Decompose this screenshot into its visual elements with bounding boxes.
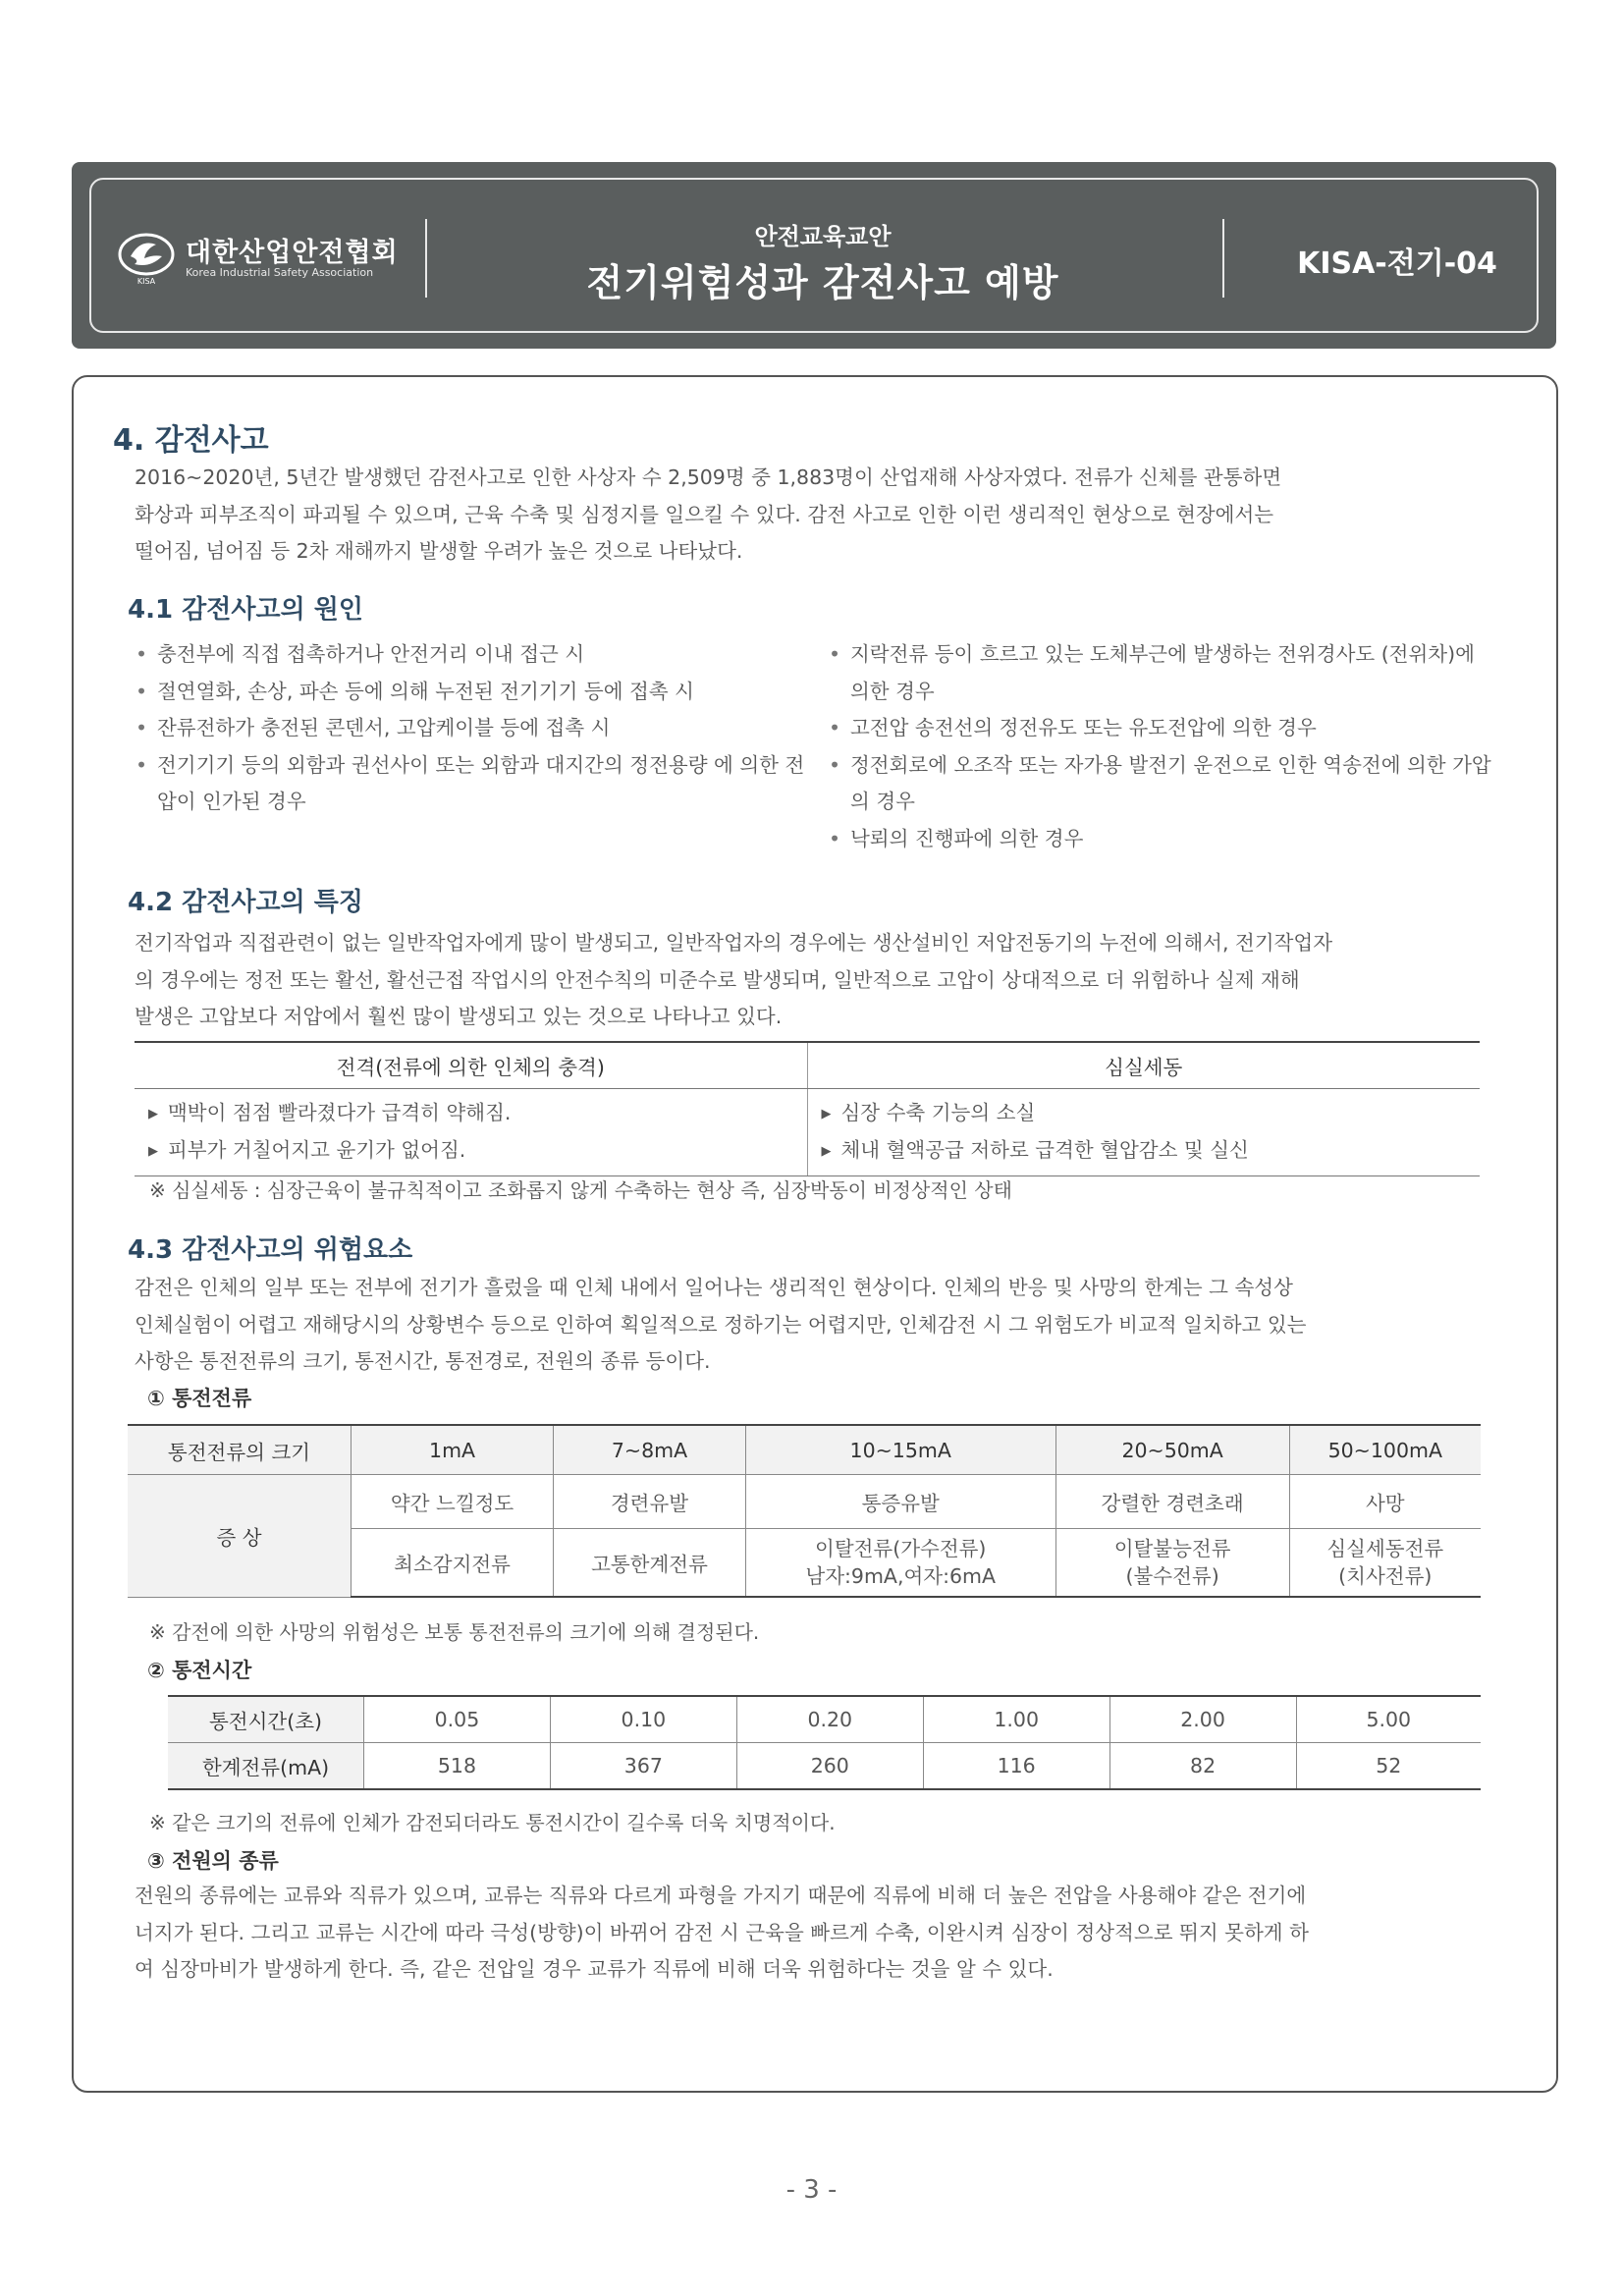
table-cell: 0.10 — [550, 1696, 736, 1743]
table-cell: 5.00 — [1296, 1696, 1481, 1743]
paragraph-line: 화상과 피부조직이 파괴될 수 있으며, 근육 수축 및 심정지를 일으킬 수 있다. 감전 사고로 인한 이런 생리적인 현상으로 현장에서는 — [135, 502, 1274, 526]
item-label: ③ 전원의 종류 — [147, 1849, 279, 1873]
doc-title: 전기위험성과 감전사고 예방 — [586, 261, 1059, 304]
subsection-title: 4.3 감전사고의 위험요소 — [128, 1235, 413, 1265]
row-label: 증 상 — [128, 1475, 352, 1598]
footnote: ※ 심실세동 : 심장근육이 불규칙적이고 조화롭지 않게 수축하는 현상 즉, 심장박동이 비정상적인 상태 — [149, 1178, 1012, 1202]
table-header: 심실세동 — [807, 1042, 1480, 1089]
org-name: 대한산업안전협회 — [186, 238, 399, 268]
list-item: • 전기기기 등의 외함과 권선사이 또는 외함과 대지간의 정전용량 에 의한 전압이 인가된 경우 — [128, 747, 805, 821]
table-row — [135, 1089, 1480, 1176]
table-row — [168, 1696, 1481, 1743]
cell-text: 피부가 거칠어지고 윤기가 없어짐. — [168, 1138, 466, 1162]
org-name-en: Korea Industrial Safety Association — [186, 266, 374, 279]
table-header: 1mA — [352, 1425, 554, 1475]
paragraph-line: 너지가 된다. 그리고 교류는 시간에 따라 극성(방향)이 바뀌어 감전 시 근육을 빠르게 수축, 이완시켜 심장이 정상적으로 뛰지 못하게 하 — [135, 1920, 1309, 1944]
table-cell: 0.20 — [736, 1696, 923, 1743]
section-paragraph — [135, 1270, 1499, 1381]
cell-text: 이탈불능전류 — [1113, 1537, 1231, 1560]
row-label: 통전시간(초) — [168, 1696, 364, 1743]
kisa-logo — [117, 227, 441, 288]
table-cell: 367 — [550, 1743, 736, 1790]
table-cell: 0.05 — [364, 1696, 551, 1743]
header-divider — [425, 219, 427, 298]
cell-text: 체내 혈액공급 저하로 급격한 혈압감소 및 실신 — [840, 1138, 1249, 1162]
cell-text: 맥박이 점점 빨라졌다가 급격히 약해짐. — [168, 1101, 512, 1124]
table-row — [168, 1743, 1481, 1790]
list-item: • 지락전류 등이 흐르고 있는 도체부근에 발생하는 전위경사도 (전위차)에 의한 경우 — [821, 636, 1498, 710]
cell-subtext: (불수전류) — [1125, 1564, 1219, 1588]
row-label: 한계전류(mA) — [168, 1743, 364, 1790]
cell-text: 심장 수축 기능의 소실 — [840, 1101, 1036, 1124]
cell-subtext: 남자:9mA,여자:6mA — [805, 1564, 997, 1588]
paragraph-line: 전원의 종류에는 교류와 직류가 있으며, 교류는 직류와 다르게 파형을 가지기 때문에 직류에 비해 더 높은 전압을 사용해야 같은 전기에 — [135, 1884, 1307, 1907]
table-cell — [1055, 1529, 1289, 1598]
cell-subtext: (치사전류) — [1338, 1564, 1433, 1588]
table-cell: 고통한계전류 — [554, 1529, 746, 1598]
section-paragraph — [135, 1878, 1499, 1989]
header-frame — [89, 178, 1539, 333]
section-paragraph — [135, 925, 1499, 1036]
item-label: ① 통전전류 — [147, 1387, 252, 1410]
page-number: - 3 - — [785, 2175, 838, 2205]
paragraph-line: 떨어짐, 넘어짐 등 2차 재해까지 발생할 우려가 높은 것으로 나타났다. — [135, 539, 743, 563]
table-cell: 518 — [364, 1743, 551, 1790]
table-cell: 116 — [923, 1743, 1109, 1790]
paragraph-line: 감전은 인체의 일부 또는 전부에 전기가 흘렀을 때 인체 내에서 일어나는 생리적인 현상이다. 인체의 반응 및 사망의 한계는 그 속성상 — [135, 1276, 1293, 1299]
current-table — [128, 1424, 1481, 1598]
table-cell — [135, 1089, 807, 1176]
table-header: 10~15mA — [745, 1425, 1055, 1475]
logo-mark-text: KISA — [136, 277, 156, 286]
table-cell: 82 — [1109, 1743, 1296, 1790]
cause-list-right — [821, 636, 1498, 857]
list-item: • 낙뢰의 진행파에 의한 경우 — [821, 821, 1498, 858]
list-item: • 충전부에 직접 접촉하거나 안전거리 이내 접근 시 — [128, 636, 805, 674]
cell-text: 심실세동전류 — [1326, 1537, 1444, 1560]
paragraph-line: 여 심장마비가 발생하게 한다. 즉, 같은 전압일 경우 교류가 직류에 비해 더욱 위험하다는 것을 알 수 있다. — [135, 1957, 1054, 1981]
header-banner — [72, 162, 1556, 349]
time-table — [168, 1695, 1481, 1790]
table-header: 20~50mA — [1055, 1425, 1289, 1475]
table-row — [128, 1425, 1481, 1475]
table-row — [128, 1475, 1481, 1529]
triangle-bullet-icon: ▶ — [821, 1144, 832, 1159]
table-cell: 약간 느낄정도 — [352, 1475, 554, 1529]
paragraph-line: 사항은 통전전류의 크기, 통전시간, 통전경로, 전원의 종류 등이다. — [135, 1349, 711, 1373]
cell-text: 이탈전류(가수전류) — [815, 1537, 987, 1560]
shock-comparison-table — [135, 1041, 1480, 1176]
table-cell — [1289, 1529, 1481, 1598]
table-header: 50~100mA — [1289, 1425, 1481, 1475]
list-item: • 절연열화, 손상, 파손 등에 의해 누전된 전기기기 등에 접촉 시 — [128, 674, 805, 711]
doc-subtitle: 안전교육교안 — [754, 223, 892, 250]
section-paragraph — [135, 460, 1499, 571]
item-label: ② 통전시간 — [147, 1659, 252, 1682]
header-divider — [1222, 219, 1224, 298]
table-cell — [807, 1089, 1480, 1176]
section-title: 4. 감전사고 — [113, 423, 269, 458]
table-header: 전격(전류에 의한 인체의 충격) — [135, 1042, 807, 1089]
list-item: • 정전회로에 오조작 또는 자가용 발전기 운전으로 인한 역송전에 의한 가압의 경우 — [821, 747, 1498, 821]
paragraph-line: 의 경우에는 정전 또는 활선, 활선근접 작업시의 안전수칙의 미준수로 발생되며, 일반적으로 고압이 상대적으로 더 위험하나 실제 재해 — [135, 967, 1300, 992]
triangle-bullet-icon: ▶ — [148, 1107, 158, 1121]
table-header: 7~8mA — [554, 1425, 746, 1475]
table-header: 통전전류의 크기 — [128, 1425, 352, 1475]
subsection-title: 4.1 감전사고의 원인 — [128, 595, 363, 625]
table-cell: 통증유발 — [745, 1475, 1055, 1529]
kisa-logo-icon — [117, 231, 176, 286]
table-cell: 2.00 — [1109, 1696, 1296, 1743]
table-cell: 강렬한 경련초래 — [1055, 1475, 1289, 1529]
subsection-title: 4.2 감전사고의 특징 — [128, 888, 363, 917]
table-cell: 최소감지전류 — [352, 1529, 554, 1598]
table-cell — [745, 1529, 1055, 1598]
paragraph-line: 발생은 고압보다 저압에서 훨씬 많이 발생되고 있는 것으로 나타나고 있다. — [135, 1005, 783, 1028]
table-cell: 1.00 — [923, 1696, 1109, 1743]
doc-code: KISA-전기-04 — [1297, 246, 1497, 281]
paragraph-line: 2016~2020년, 5년간 발생했던 감전사고로 인한 사상자 수 2,509명 중 1,883명이 산업재해 사상자였다. 전류가 신체를 관통하면 — [135, 465, 1282, 489]
table-cell: 260 — [736, 1743, 923, 1790]
paragraph-line: 인체실험이 어렵고 재해당시의 상황변수 등으로 인하여 획일적으로 정하기는 어렵지만, 인체감전 시 그 위험도가 비교적 일치하고 있는 — [135, 1312, 1307, 1337]
footnote: ※ 감전에 의한 사망의 위험성은 보통 통전전류의 크기에 의해 결정된다. — [149, 1620, 760, 1644]
table-cell: 경련유발 — [554, 1475, 746, 1529]
triangle-bullet-icon: ▶ — [148, 1144, 158, 1159]
list-item: • 고전압 송전선의 정전유도 또는 유도전압에 의한 경우 — [821, 710, 1498, 747]
triangle-bullet-icon: ▶ — [821, 1107, 832, 1121]
table-cell: 52 — [1296, 1743, 1481, 1790]
footnote: ※ 같은 크기의 전류에 인체가 감전되더라도 통전시간이 길수록 더욱 치명적이다. — [149, 1811, 836, 1834]
list-item: • 잔류전하가 충전된 콘덴서, 고압케이블 등에 접촉 시 — [128, 710, 805, 747]
paragraph-line: 전기작업과 직접관련이 없는 일반작업자에게 많이 발생되고, 일반작업자의 경우에는 생산설비인 저압전동기의 누전에 의해서, 전기작업자 — [135, 931, 1332, 955]
cause-list-left — [128, 636, 805, 821]
table-cell: 사망 — [1289, 1475, 1481, 1529]
